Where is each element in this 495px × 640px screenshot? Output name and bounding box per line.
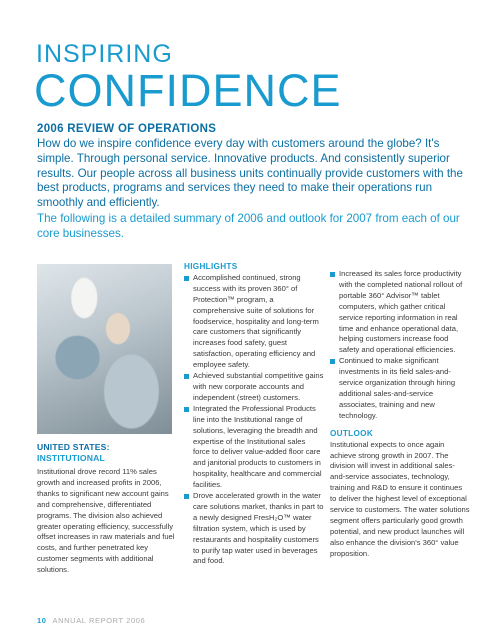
highlights-column-2: [330, 269, 470, 560]
highlights-column-1: [184, 262, 324, 567]
page-number: 10: [37, 616, 47, 625]
outlook-label: OUTLOOK: [330, 428, 374, 438]
bullet-square-icon: [184, 407, 189, 412]
unit-description: Institutional drove record 11% sales growth and increased profits in 2006, thanks to significant new account gains and comprehensive, differentiated programs. The division also achieved greater operating efficiency, successfully offset increases in raw materials and fuel costs, and further penetrated key customer segments with additional solutions.: [37, 467, 175, 575]
unit-segment: INSTITUTIONAL: [37, 453, 106, 463]
list-item: Achieved substantial competitive gains with new corporate accounts and independent (street) customers.: [184, 371, 324, 404]
highlights-label: HIGHLIGHTS: [184, 262, 238, 271]
outlook-paragraph: Institutional expects to once again achieve strong growth in 2007. The division will invest in additional sales-and-service associates, technology, training and R&D to ensure it continues to deliver the highest level of exceptional service to customers. The water solutions segment offers particularly good growth potential, and new product launches will also enhance the division's 360° value proposition.: [330, 439, 470, 558]
bullet-square-icon: [184, 276, 189, 281]
heading-confidence: CONFIDENCE: [34, 65, 342, 116]
bullet-square-icon: [330, 272, 335, 277]
list-item: Drove accelerated growth in the water care solutions market, thanks in part to a newly designed FresH₂O™ water filtration system, which is used by restaurants and hospitality customers to purify tap water used in beverages and food.: [184, 491, 324, 567]
intro-paragraph: How do we inspire confidence every day with customers around the globe? It's simple. Through personal service. Innovative products. And consistently superior results. Our people across all business units continually provide customers with the best products, programs and services they need to make their operations run smoothly and efficiently.: [37, 137, 463, 210]
list-item: Increased its sales force productivity with the completed national rollout of portable 360° Advisor™ tablet computers, which gather critical service reporting information in real time and enhance operational data, helping customers increase food safety and operational efficiencies.: [330, 269, 470, 356]
kitchen-staff-photo: [37, 264, 172, 434]
bullet-square-icon: [184, 374, 189, 379]
unit-heading: [37, 442, 177, 464]
section-title: 2006 REVIEW OF OPERATIONS: [37, 123, 217, 135]
bullet-square-icon: [330, 359, 335, 364]
unit-name: UNITED STATES:: [37, 442, 110, 452]
list-item: Continued to make significant investments in its field sales-and-service organization through hiring additional sales-and-service associates, training and new technology.: [330, 356, 470, 421]
heading-inspiring: INSPIRING: [36, 40, 173, 68]
footer-label: ANNUAL REPORT 2006: [52, 616, 146, 625]
page-footer: [37, 616, 145, 625]
highlights-list: [184, 273, 324, 567]
highlights-list-continued: [330, 269, 470, 422]
bullet-square-icon: [184, 494, 189, 499]
list-item: Accomplished continued, strong success with its proven 360° of Protection™ program, a comprehensive suite of solutions for foodservice, hospitality and long-term care customers that significantly increases food safety, guest satisfaction, operating efficiency and employee safety.: [184, 273, 324, 371]
summary-paragraph: The following is a detailed summary of 2006 and outlook for 2007 from each of our core businesses.: [37, 212, 460, 240]
list-item: Integrated the Professional Products line into the Institutional range of solutions, leveraging the breadth and expertise of the Institutional sales force to deliver value-added floor care and janitorial products to customers in hospitality, healthcare and commercial facilities.: [184, 404, 324, 491]
